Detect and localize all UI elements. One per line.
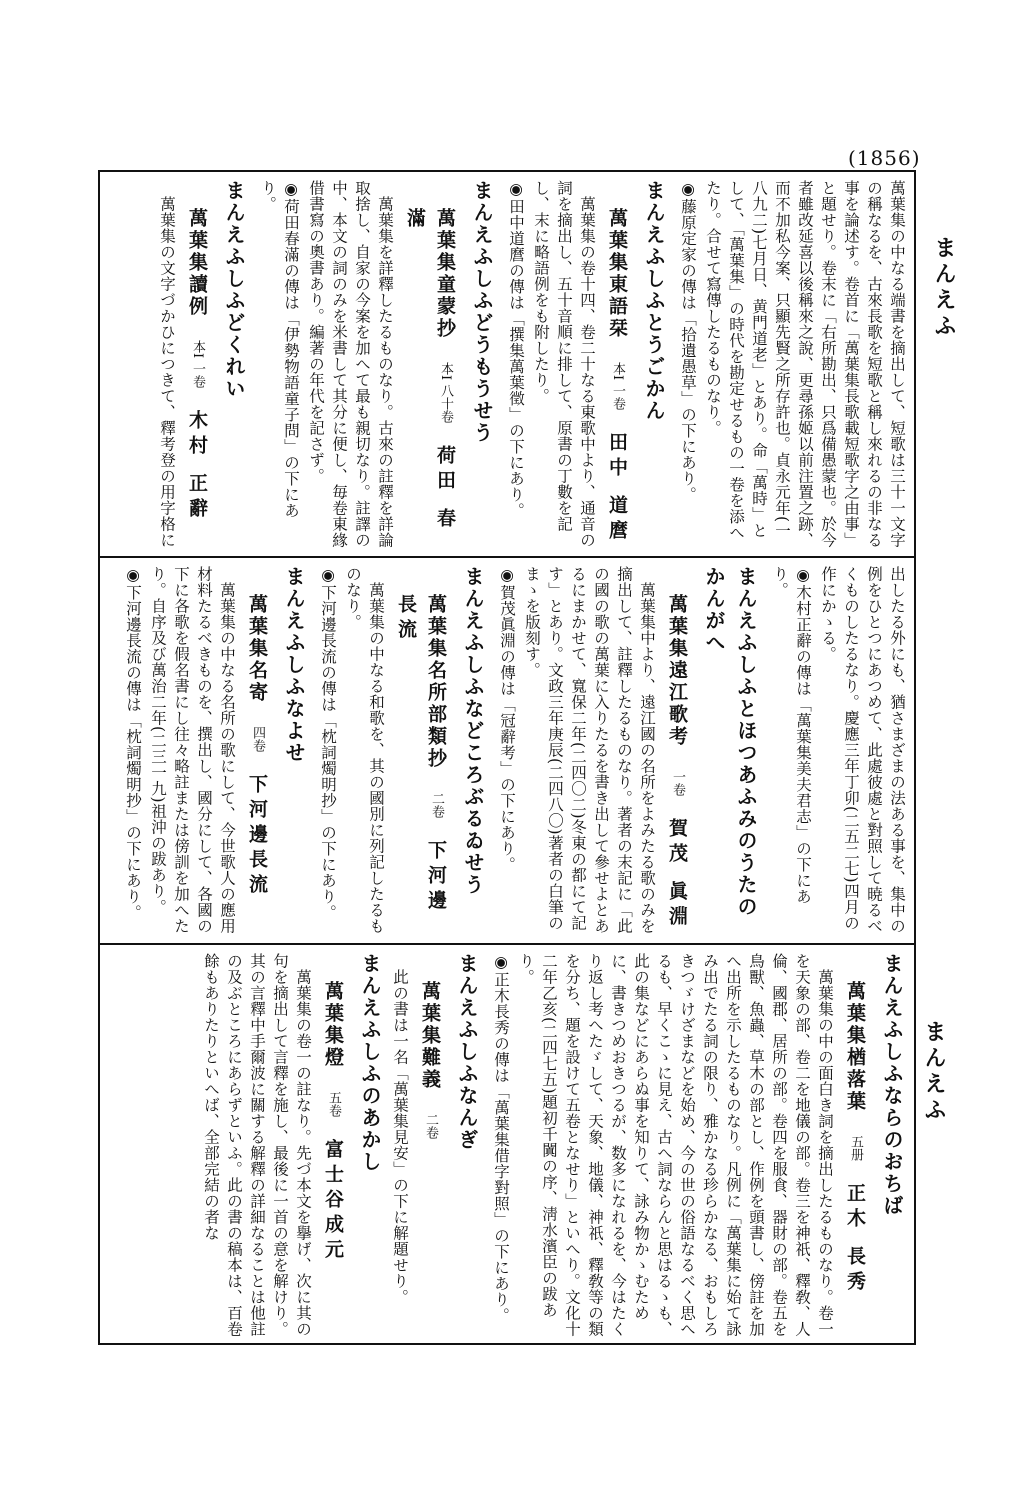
- text-column-flow: [108, 953, 908, 1338]
- running-head: まんえふ: [921, 1020, 946, 1124]
- entry-body: 此の書は一名「萬葉集見安」の下に解題せり。: [391, 968, 409, 1305]
- entry-volume: 本I 八十卷: [438, 362, 453, 424]
- entry-title: 萬葉集名寄: [246, 594, 268, 704]
- entry-volume: 五册: [848, 1135, 863, 1161]
- top-band: [108, 180, 908, 550]
- entry-continuation: 萬葉集の中なる端書を摘出して、短歌は三十一文字の稱なるを、古來長歌を短歌と稱し來れるの非なる事を論述す。卷首に「萬葉集長歌載短歌字之由事」と題せり。卷末に「右所勘出、只爲備愚蒙也。於今者雖改延喜以後稱來之說、更尋孫姬以前注置之跡、而不加私今案、只顯先賢之所存許也。貞永元年(一八九二)七月日、黄門道老」とあり。命「萬時」として、「萬葉集」の時代を勘定せるもの一卷を添へたり。合せて寫傳したるものなり。: [704, 180, 906, 548]
- entry-title-line: [840, 953, 870, 1338]
- entry-heading-kana: まんえふしふならのおちば: [880, 953, 904, 1217]
- entry-note: ◉藤原定家の傳は「拾遺愚草」の下にあり。: [679, 180, 697, 503]
- entry-title-line: [400, 180, 460, 550]
- entry-body: 萬葉集の中なる和歌を、其の國別に列記したるものなり。: [344, 566, 385, 934]
- entry-author: 下河邊長流: [246, 774, 268, 899]
- entry-title-line: [415, 953, 445, 1338]
- entry-title-line: [391, 566, 451, 936]
- text-column-flow: [108, 566, 908, 936]
- entry-volume: 二卷: [429, 792, 444, 818]
- entry-author: 荷田 春滿: [404, 208, 456, 533]
- entry-title-line: [242, 566, 272, 936]
- entry-note: ◉正木長秀の傳は「萬葉集借字對照」の下にあり。: [492, 953, 510, 1324]
- page-number: (1856): [848, 146, 921, 170]
- entry-continuation: 出したる外にも、猶さまざまの法ある事を、集中の例をひとつにあつめて、此處彼處と對照して暁るべくものしたるなり。慶應三年丁卯(二五二七)四月の作にかゝる。: [819, 566, 906, 934]
- entry-body: 萬葉集の卷一の註なり。先づ本文を擧げ、次に其の句を摘出して言釋を施し、最後に一首の意を解けり。其の言釋中手爾波に關する解釋の詳細なることは他註の及ぶところにあらずといふ。此の書の稿本は、百卷餘もありたりといへば、全部完結の者な: [202, 953, 312, 1337]
- entry-note: ◉田中道麿の傳は「撰集萬葉徵」の下にあり。: [507, 180, 525, 519]
- entry-title: 萬葉集燈: [322, 981, 344, 1069]
- entry-volume: 本I 一卷: [610, 362, 625, 411]
- entry-author: 富士谷成元: [322, 1139, 344, 1264]
- running-head: まんえふ: [931, 236, 956, 340]
- entry-body: 萬葉集の中なる名所の歌にして、今世歌人の應用材料たるべきものを、撰出し、國分にして、各國の下に各歌を假名書にし往々略註または傍訓を加へたり。自序及び萬治二年(二三一九)祖沖の跋あり。: [149, 566, 236, 934]
- entry-note: ◉木村正辭の傳は「萬葉集美夫君志」の下にあり。: [771, 566, 812, 905]
- entry-body: 萬葉集の卷十四、卷二十なる東歌中より、通音の詞を摘出し、五十音順に排して、原書の丁數を記し、末に略語例をも附したり。: [532, 180, 596, 548]
- bottom-band: [108, 953, 908, 1338]
- entry-title-line: [318, 953, 348, 1338]
- entry-author: 木村 正辭: [186, 410, 208, 523]
- entry-heading-kana: まんえふしふなどころぶるゐせう: [461, 566, 485, 896]
- entry-body: 萬葉集の文字づかひにつきて、釋考登の用字格に: [158, 195, 176, 548]
- entry-title-line: [662, 566, 692, 936]
- entry-author: 下河邊長流: [395, 594, 447, 915]
- entry-heading-kana: まんえふしふどうもうせう: [470, 180, 494, 444]
- entry-title: 萬葉集讀例: [186, 208, 208, 318]
- entry-note: ◉下河邊長流の傳は「枕詞燭明抄」の下にあり。: [319, 566, 337, 921]
- entry-author: 田中 道麿: [606, 432, 628, 545]
- band-divider: [98, 556, 916, 558]
- entry-heading-kana: まんえふしふとほつあふみのうたのかんがへ: [702, 566, 758, 918]
- entry-title: 萬葉集楢落葉: [844, 981, 866, 1113]
- entry-body: 萬葉集中より、遠江國の名所をよみたる歌のみを摘出して、註釋したるものなり。著者の末記に「此の國の歌の萬葉に入りたるを書き出して參せよとあるにまかせて、寬保二年(二四〇二)冬東の都にて記す」とあり。文政三年庚辰(二四八〇)著者の白筆のまゝを版刻す。: [523, 566, 656, 934]
- entry-volume: 四卷: [250, 726, 265, 752]
- entry-heading-kana: まんえふしふのあかし: [358, 953, 382, 1173]
- entry-title: 萬葉集遠江歌考: [666, 594, 688, 748]
- entry-heading-kana: まんえふしふなよせ: [282, 566, 306, 764]
- entry-body: 萬葉集を詳釋したるものなり。古來の註釋を詳論取捨し、自家の今案を加へて最も親切なり。註譯の中、本文の詞のみを米書して其分に便し、毎卷東緣借書寫の奧書あり。編著の年代を記さず。: [307, 180, 394, 548]
- entry-volume: 五卷: [326, 1091, 341, 1117]
- middle-band: [108, 566, 908, 936]
- entry-note: ◉荷田春滿の傳は「伊勢物語童子問」の下にあり。: [259, 180, 300, 519]
- entry-heading-kana: まんえふしふとうごかん: [642, 180, 666, 422]
- entry-heading-kana: まんえふしふなんぎ: [455, 953, 479, 1151]
- entry-title-line: [602, 180, 632, 550]
- entry-author: 正木 長秀: [844, 1183, 866, 1296]
- entry-title: 萬葉集童蒙抄: [434, 208, 456, 340]
- entry-volume: 本I 一卷: [190, 340, 205, 389]
- entry-volume: 一卷: [670, 770, 685, 796]
- entry-title: 萬葉集東語栞: [606, 208, 628, 340]
- text-column-flow: [108, 180, 908, 550]
- band-divider: [98, 943, 916, 945]
- entry-title-line: [182, 180, 212, 550]
- entry-title: 萬葉集名所部類抄: [425, 594, 447, 770]
- entry-title: 萬葉集難義: [419, 981, 441, 1091]
- entry-author: 賀茂 眞淵: [666, 818, 688, 931]
- entry-note: ◉賀茂眞淵の傳は「冠辭考」の下にあり。: [498, 566, 516, 873]
- entry-volume: 二卷: [423, 1113, 438, 1139]
- entry-note: ◉下河邊長流の傳は「枕詞燭明抄」の下にあり。: [124, 566, 142, 921]
- entry-body: 萬葉集の中の面白き詞を摘出したるものなり。卷一を天象の部、卷二を地儀の部。卷三を神祇、釋敎、人倫、國郡、居所の部。卷四を服食、器財の部。卷五を鳥獸、魚蟲、草木の部とし、作例を頭書し、傍註を加へ出所を示したるものなり。凡例に「萬葉集に始て詠み出でたる詞の限り、雅かなる珍らかなる、おもしろきつゞけざまなどを始め、今の世の俗語なるべく思へるも、早くこゝに見え、古へ詞ならんと思はるゝも、此の集などにあらぬ事を知りて、詠み物かゝむために、書きつめおきつるが、数多になれるを、今はたくり返し考へたゞして、天象、地儀、神祇、釋敎等の類を分ち、題を設けて五卷となせり」といへり。文化十二年乙亥(二四七五)題初千闐の序、淸水濱臣の跋あり。: [517, 953, 834, 1337]
- entry-heading-kana: まんえふしふどくれい: [222, 180, 246, 400]
